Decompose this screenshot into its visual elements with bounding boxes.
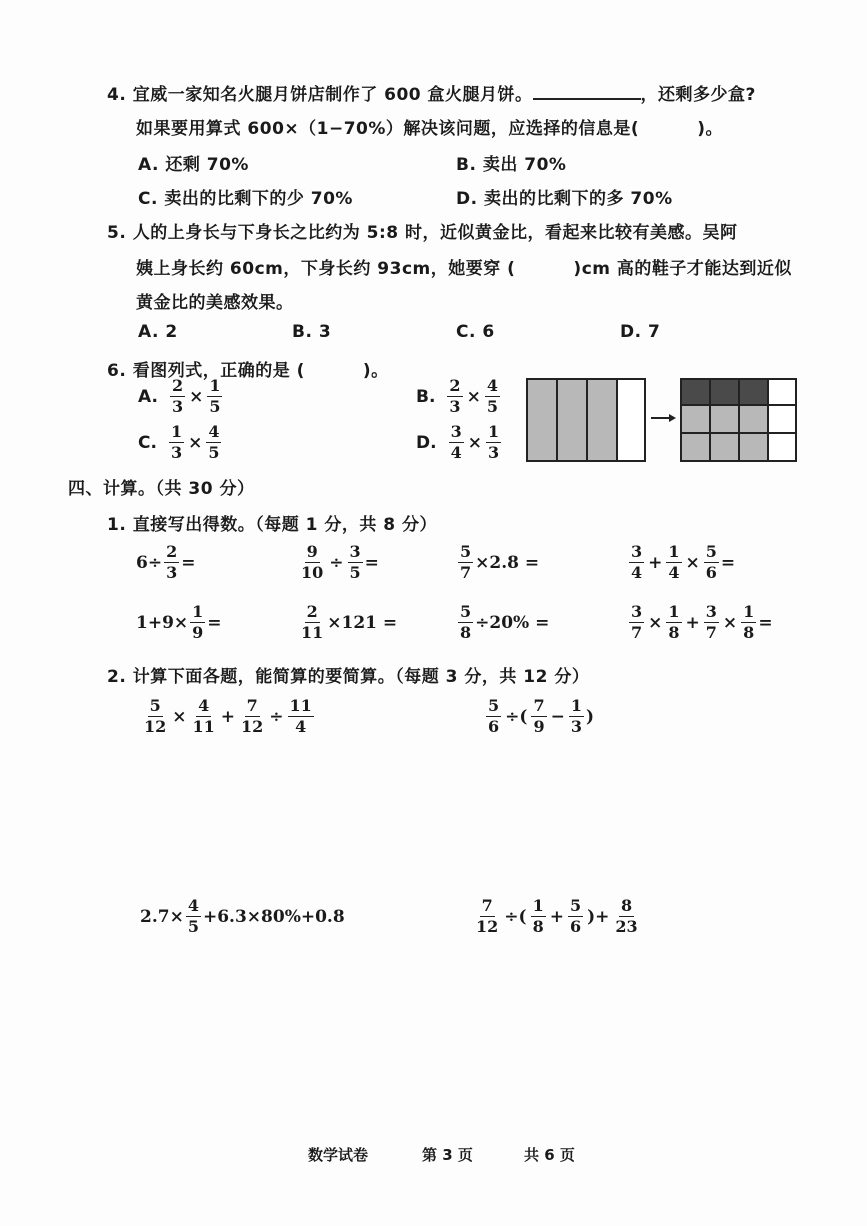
q5-line3: 黄金比的美感效果。	[136, 293, 294, 313]
p1-expr-6: $\frac{2}{11}$ ×121 =	[301, 602, 398, 642]
p2-expr-3: 2.7× $\frac{4}{5}$ +6.3×80%+0.8	[140, 896, 345, 936]
q5-option-d: D. 7	[620, 322, 661, 342]
p2-expr-2: $\frac{5}{6}$ ÷( $\frac{7}{9}$ − $\frac{1}{3}$ )	[488, 696, 595, 736]
q6-option-d: D. $\frac{3}{4}$ × $\frac{1}{3}$	[416, 422, 500, 462]
q6-option-b: B. $\frac{2}{3}$ × $\frac{4}{5}$	[416, 376, 498, 416]
q5-line1: 5. 人的上身长与下身长之比约为 5:8 时，近似黄金比，看起来比较有美感。吴阿	[107, 223, 738, 243]
q6-stem: 6. 看图列式，正确的是 ( )。	[107, 361, 389, 381]
q6-rect-right	[681, 379, 796, 461]
q6-rect-left	[527, 379, 645, 461]
q4-option-b: B. 卖出 70%	[456, 155, 567, 175]
p1-expr-5: 1+9× $\frac{1}{9}$ =	[136, 602, 222, 642]
q5-option-c: C. 6	[456, 322, 495, 342]
part2-title: 2. 计算下面各题，能简算的要简算。（每题 3 分，共 12 分）	[107, 667, 590, 687]
arrow-icon	[651, 414, 676, 422]
p1-expr-4: $\frac{3}{4}$ + $\frac{1}{4}$ × $\frac{5}{6}$ =	[631, 542, 736, 582]
footer-page: 第 3 页	[422, 1146, 473, 1164]
section4-title: 四、计算。（共 30 分）	[68, 479, 255, 499]
part1-title: 1. 直接写出得数。（每题 1 分，共 8 分）	[107, 515, 438, 535]
p1-expr-2: $\frac{9}{10}$ ÷ $\frac{3}{5}$ =	[301, 542, 379, 582]
q4-line1: 4. 宜威一家知名火腿月饼店制作了 600 盒火腿月饼。 ，还剩多少盒?	[107, 85, 756, 105]
footer-title: 数学试卷	[308, 1146, 369, 1164]
q6-option-c: C. $\frac{1}{3}$ × $\frac{4}{5}$	[138, 422, 220, 462]
p1-expr-1: 6÷ $\frac{2}{3}$ =	[136, 542, 196, 582]
q5-option-a: A. 2	[138, 322, 178, 342]
p1-expr-3: $\frac{5}{7}$ ×2.8 =	[460, 542, 540, 582]
q6-figure	[524, 376, 800, 464]
q5-line2: 姨上身长约 60cm，下身长约 93cm，她要穿 ( )cm 高的鞋子才能达到近似	[136, 259, 792, 279]
q6-option-a: A. $\frac{2}{3}$ × $\frac{1}{5}$	[138, 376, 221, 416]
p1-expr-7: $\frac{5}{8}$ ÷20% =	[460, 602, 550, 642]
q4-line2: 如果要用算式 600×（1−70%）解决该问题，应选择的信息是( )。	[136, 119, 723, 139]
q4-option-d: D. 卖出的比剩下的多 70%	[456, 189, 673, 209]
q4-option-a: A. 还剩 70%	[138, 155, 249, 175]
q5-option-b: B. 3	[292, 322, 332, 342]
footer-total: 共 6 页	[524, 1146, 575, 1164]
q4-option-c: C. 卖出的比剩下的少 70%	[138, 189, 353, 209]
p2-expr-4: $\frac{7}{12}$ ÷( $\frac{1}{8}$ + $\frac{5}{6}$ )+ $\frac{8}{23}$	[476, 896, 638, 936]
p2-expr-1: $\frac{5}{12}$ × $\frac{4}{11}$ + $\frac{7}{12}$ ÷ $\frac{11}{4}$	[144, 696, 312, 736]
q4-blank[interactable]	[533, 84, 641, 100]
p1-expr-8: $\frac{3}{7}$ × $\frac{1}{8}$ + $\frac{3}{7}$ × $\frac{1}{8}$ =	[631, 602, 773, 642]
